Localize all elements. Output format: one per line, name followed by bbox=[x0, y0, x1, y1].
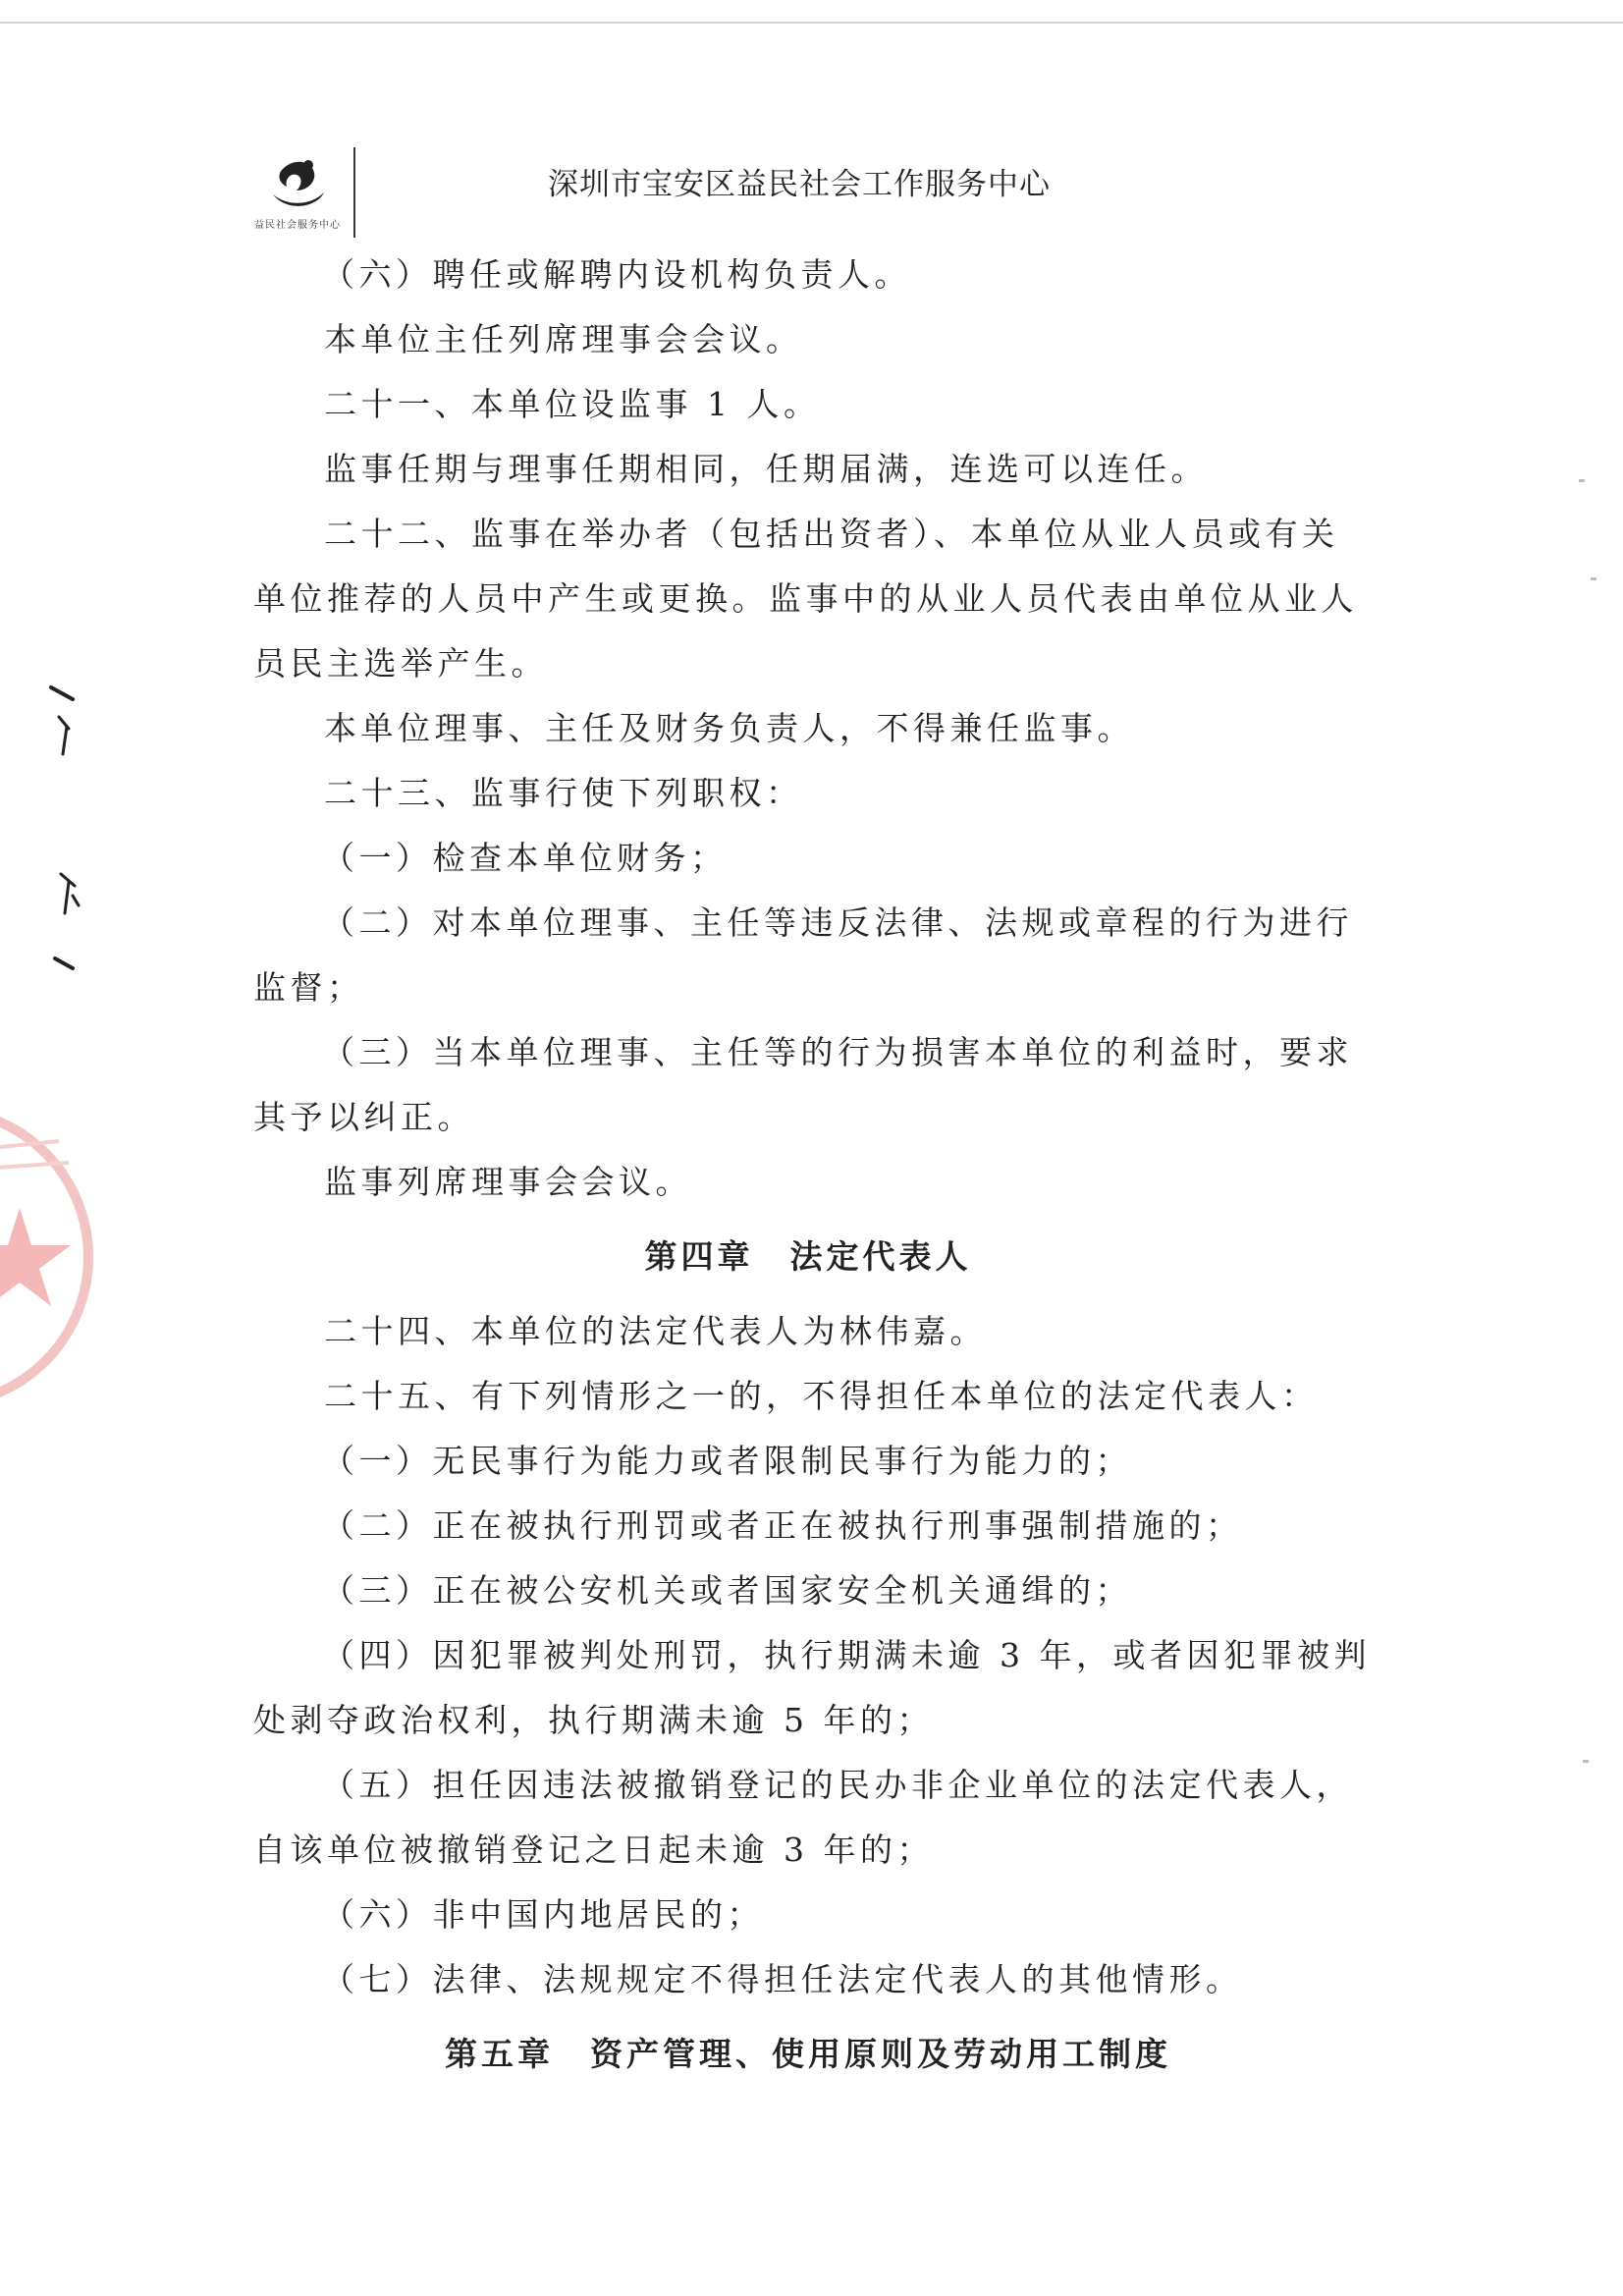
paragraph-line: 二十三、监事行使下列职权： bbox=[324, 774, 803, 812]
organization-name: 深圳市宝安区益民社会工作服务中心 bbox=[548, 167, 1051, 202]
paragraph-line: 自该单位被撤销登记之日起未逾 3 年的； bbox=[253, 1831, 934, 1869]
letterhead bbox=[243, 147, 1382, 246]
paragraph-line: 二十五、有下列情形之一的，不得担任本单位的法定代表人： bbox=[324, 1377, 1319, 1415]
scan-speck bbox=[1583, 1760, 1589, 1763]
paragraph-line: （六）非中国内地居民的； bbox=[322, 1895, 764, 1934]
paragraph-line: 处剥夺政治权利，执行期满未逾 5 年的； bbox=[253, 1701, 934, 1739]
scan-speck bbox=[1579, 479, 1585, 482]
paragraph-line: 本单位主任列席理事会会议。 bbox=[324, 320, 803, 358]
paragraph-line: （二）对本单位理事、主任等违反法律、法规或章程的行为进行 bbox=[322, 903, 1353, 942]
paragraph-line: （六）聘任或解聘内设机构负责人。 bbox=[322, 255, 911, 294]
paragraph-line: （四）因犯罪被判处刑罚，执行期满未逾 3 年，或者因犯罪被判 bbox=[322, 1636, 1371, 1674]
paragraph-line: 二十二、监事在举办者（包括出资者）、本单位从业人员或有关 bbox=[324, 515, 1339, 553]
chapter-heading: 第五章 资产管理、使用原则及劳动用工制度 bbox=[445, 2035, 1171, 2073]
scan-speck bbox=[1591, 577, 1596, 580]
paragraph-line: 员民主选举产生。 bbox=[253, 644, 548, 683]
paragraph-line: 其予以纠正。 bbox=[253, 1098, 474, 1136]
paragraph-line: 二十四、本单位的法定代表人为林伟嘉。 bbox=[324, 1312, 987, 1350]
paragraph-line: （三）正在被公安机关或者国家安全机关通缉的； bbox=[322, 1571, 1132, 1610]
document-body bbox=[253, 243, 1371, 2097]
paragraph-line: （一）检查本单位财务； bbox=[322, 839, 728, 877]
paragraph-line: 监事任期与理事任期相同，任期届满，连选可以连任。 bbox=[324, 450, 1208, 488]
paragraph-line: 二十一、本单位设监事 1 人。 bbox=[324, 385, 821, 423]
paragraph-line: （三）当本单位理事、主任等的行为损害本单位的利益时，要求 bbox=[322, 1033, 1353, 1071]
paragraph-line: 本单位理事、主任及财务负责人，不得兼任监事。 bbox=[324, 709, 1134, 747]
paragraph-line: （七）法律、法规规定不得担任法定代表人的其他情形。 bbox=[322, 1960, 1243, 1998]
paragraph-line: （一）无民事行为能力或者限制民事行为能力的； bbox=[322, 1442, 1132, 1480]
paragraph-line: 监督； bbox=[253, 968, 364, 1007]
handwritten-margin-marks bbox=[39, 678, 98, 992]
chapter-heading: 第四章 法定代表人 bbox=[644, 1237, 972, 1276]
paragraph-line: 单位推荐的人员中产生或更换。监事中的从业人员代表由单位从业人 bbox=[253, 579, 1358, 618]
paragraph-line: 监事列席理事会会议。 bbox=[324, 1163, 692, 1201]
paragraph-line: （二）正在被执行刑罚或者正在被执行刑事强制措施的； bbox=[322, 1506, 1243, 1545]
page-top-rule bbox=[0, 22, 1623, 24]
logo-caption: 益民社会服务中心 bbox=[254, 220, 341, 231]
red-seal-stamp bbox=[0, 1090, 108, 1424]
paragraph-line: （五）担任因违法被撤销登记的民办非企业单位的法定代表人， bbox=[322, 1766, 1353, 1804]
letterhead-divider bbox=[353, 147, 355, 238]
